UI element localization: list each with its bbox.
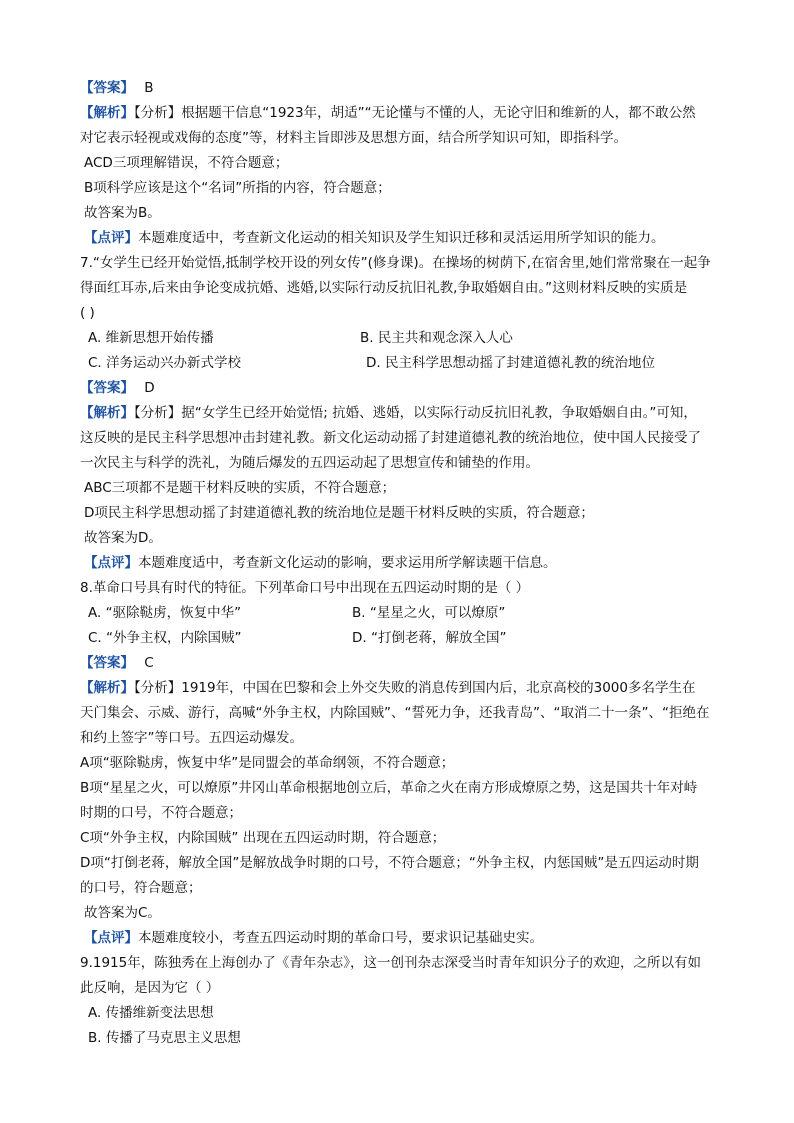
question-stem: ( ) bbox=[80, 305, 95, 321]
analysis-text: 故答案为C。 bbox=[84, 905, 161, 921]
question-stem: 得面红耳赤,后来由争论变成抗婚、逃婚,以实际行动反抗旧礼教,争取婚姻自由。”这则材料反映的实质是 bbox=[80, 280, 688, 296]
option-b: B. 民主共和观念深入人心 bbox=[360, 330, 513, 346]
answer-line bbox=[80, 654, 154, 672]
review-line bbox=[84, 554, 557, 572]
answer-label: 【答案】 bbox=[80, 380, 134, 396]
analysis-text: 【分析】据“女学生已经开始觉悟; 抗婚、逃婚，以实际行动反抗旧礼教，争取婚姻自由。”可知， bbox=[134, 405, 697, 421]
analysis-text: 故答案为D。 bbox=[84, 530, 162, 546]
analysis-label: 【解析】 bbox=[80, 405, 134, 421]
analysis-text: B项科学应该是这个“名词”所指的内容，符合题意； bbox=[84, 180, 391, 196]
analysis-text: 的口号，符合题意； bbox=[80, 880, 202, 896]
analysis-text: B项“星星之火，可以燎原”井冈山革命根据地创立后，革命之火在南方形成燎原之势，这是国共十年对峙 bbox=[80, 780, 698, 796]
analysis-text: 天门集会、示威、游行，高喊“外争主权，内除国贼”、“誓死力争，还我青岛”、“取消二十一条”、“拒绝在 bbox=[80, 705, 710, 721]
answer-value: D bbox=[144, 380, 155, 396]
option-c: C. 洋务运动兴办新式学校 bbox=[88, 355, 242, 371]
analysis-text: 故答案为B。 bbox=[84, 205, 161, 221]
analysis-text: 这反映的是民主科学思想冲击封建礼教。新文化运动动摇了封建道德礼教的统治地位，使中国人民接受了 bbox=[80, 430, 701, 446]
answer-line bbox=[80, 79, 154, 97]
question-stem: 8.革命口号具有时代的特征。下列革命口号中出现在五四运动时期的是（ ） bbox=[80, 580, 530, 596]
review-line bbox=[84, 929, 543, 947]
analysis-label: 【解析】 bbox=[80, 105, 134, 121]
question-stem: 此反响，是因为它（ ） bbox=[80, 980, 220, 996]
option-d: D. 民主科学思想动摇了封建道德礼教的统治地位 bbox=[366, 355, 655, 371]
analysis-text: ACD三项理解错误，不符合题意； bbox=[84, 155, 289, 171]
review-line bbox=[84, 229, 665, 247]
option-d: D. “打倒老蒋，解放全国” bbox=[352, 630, 507, 646]
analysis-text: 对它表示轻视或戏侮的态度”等，材料主旨即涉及思想方面，结合所学知识可知，即指科学。 bbox=[80, 130, 627, 146]
option-c: C. “外争主权，内除国贼” bbox=[88, 630, 242, 646]
analysis-label: 【解析】 bbox=[80, 680, 134, 696]
analysis-line bbox=[80, 104, 696, 122]
answer-label: 【答案】 bbox=[80, 655, 134, 671]
option-b: B. “星星之火，可以燎原” bbox=[352, 605, 506, 621]
analysis-text: A项“驱除鞑虏，恢复中华”是同盟会的革命纲领，不符合题意； bbox=[80, 755, 455, 771]
review-label: 【点评】 bbox=[84, 930, 138, 946]
answer-value: C bbox=[144, 655, 154, 671]
review-label: 【点评】 bbox=[84, 555, 138, 571]
analysis-text: ABC三项都不是题干材料反映的实质，不符合题意； bbox=[84, 480, 396, 496]
analysis-text: 一次民主与科学的洗礼，为随后爆发的五四运动起了思想宣传和铺垫的作用。 bbox=[80, 455, 539, 471]
review-text: 本题难度适中，考查新文化运动的相关知识及学生知识迁移和灵活运用所学知识的能力。 bbox=[138, 230, 665, 246]
analysis-text: 【分析】1919年，中国在巴黎和会上外交失败的消息传到国内后，北京高校的3000多名学生在 bbox=[134, 680, 696, 696]
analysis-line bbox=[80, 404, 697, 422]
analysis-text: 和约上签字”等口号。五四运动爆发。 bbox=[80, 730, 303, 746]
analysis-text: 【分析】根据题干信息“1923年，胡适”“无论懂与不懂的人，无论守旧和维新的人，都不敢公然 bbox=[134, 105, 696, 121]
option-a: A. “驱除鞑虏，恢复中华” bbox=[88, 605, 242, 621]
review-text: 本题难度适中，考查新文化运动的影响，要求运用所学解读题干信息。 bbox=[138, 555, 557, 571]
analysis-text: C项“外争主权，内除国贼” 出现在五四运动时期，符合题意； bbox=[80, 830, 446, 846]
answer-value: B bbox=[144, 80, 154, 96]
option-a: A. 维新思想开始传播 bbox=[88, 330, 214, 346]
review-label: 【点评】 bbox=[84, 230, 138, 246]
question-stem: 7.“女学生已经开始觉悟,抵制学校开设的列女传”(修身课)。在操场的树荫下,在宿舍里,她们常常聚在一起争 bbox=[80, 255, 711, 271]
answer-label: 【答案】 bbox=[80, 80, 134, 96]
analysis-text: D项民主科学思想动摇了封建道德礼教的统治地位是题干材料反映的实质，符合题意； bbox=[84, 505, 594, 521]
review-text: 本题难度较小，考查五四运动时期的革命口号，要求识记基础史实。 bbox=[138, 930, 543, 946]
option-a: A. 传播维新变法思想 bbox=[88, 1005, 214, 1021]
analysis-line bbox=[80, 679, 695, 697]
question-stem: 9.1915年，陈独秀在上海创办了《青年杂志》，这一创刊杂志深受当时青年知识分子的欢迎，之所以有如 bbox=[80, 955, 701, 971]
answer-line bbox=[80, 379, 155, 397]
analysis-text: 时期的口号，不符合题意； bbox=[80, 805, 242, 821]
analysis-text: D项“打倒老蒋，解放全国”是解放战争时期的口号，不符合题意；“外争主权，内惩国贼”是五四运动时期 bbox=[80, 855, 699, 871]
option-b: B. 传播了马克思主义思想 bbox=[88, 1030, 241, 1046]
